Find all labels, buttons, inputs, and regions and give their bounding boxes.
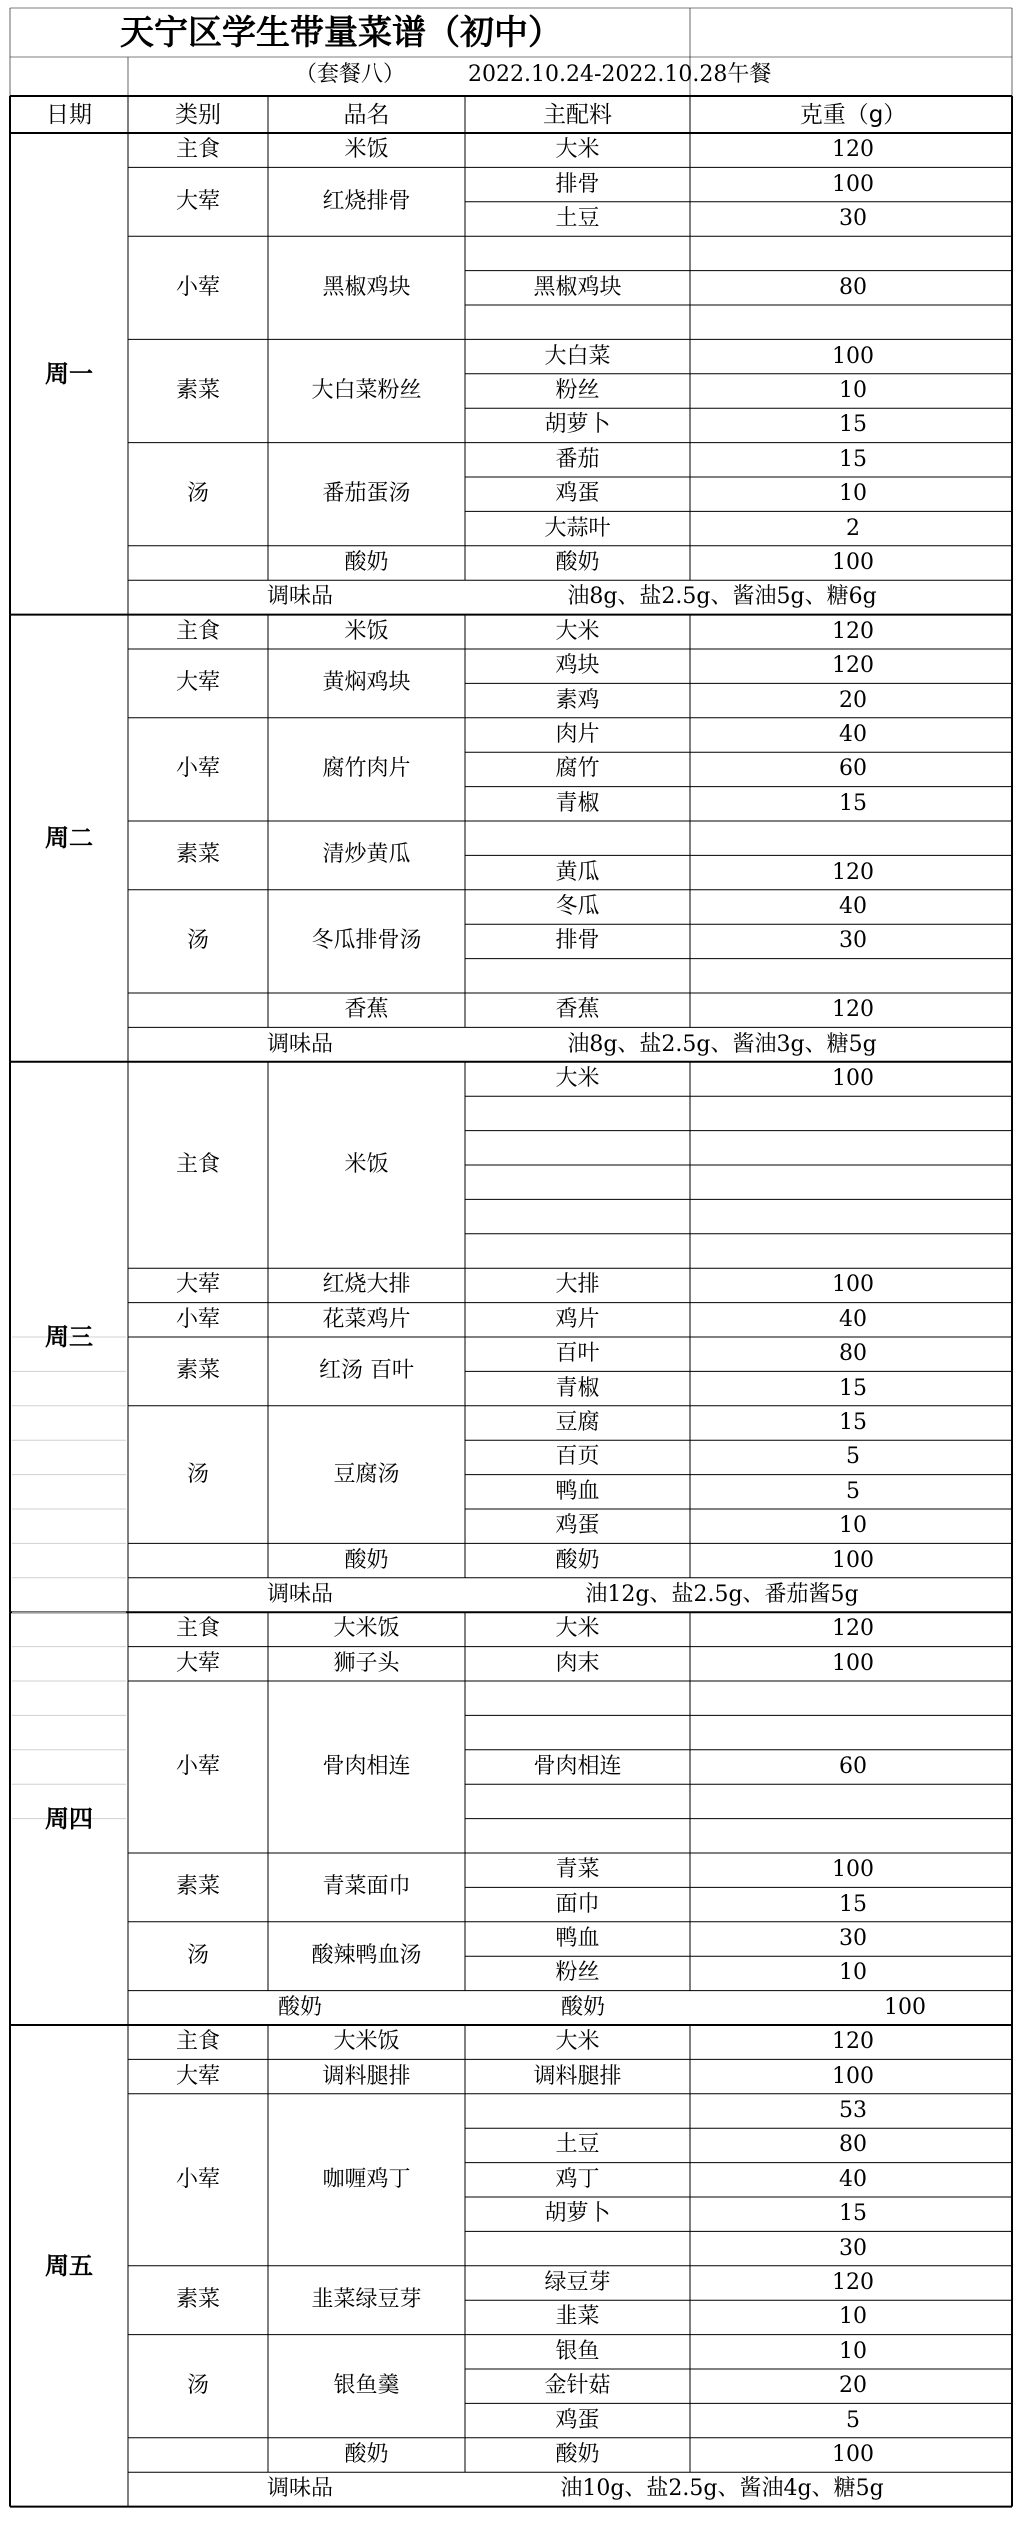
ingredient-weight: 120 (832, 2270, 874, 2295)
ingredient-name: 胡萝卜 (544, 412, 611, 438)
category-cell: 主食 (175, 2029, 221, 2055)
category-cell: 小荤 (175, 756, 221, 782)
ingredient-name: 调料腿排 (533, 2063, 622, 2089)
dish-cell: 银鱼羹 (333, 2373, 400, 2399)
dish-cell: 酸奶 (344, 1547, 389, 1573)
ingredient-weight: 30 (839, 2235, 867, 2261)
ingredient-name: 胡萝卜 (544, 2201, 611, 2227)
ingredient-name: 素鸡 (555, 687, 600, 713)
day-label: 周四 (45, 1804, 93, 1833)
ingredient-weight: 10 (839, 378, 867, 403)
ingredient-weight: 5 (846, 2407, 860, 2433)
ingredient-weight: 10 (839, 2338, 867, 2364)
header-ingredient: 主配料 (543, 101, 612, 128)
category-cell: 素菜 (175, 1358, 221, 1384)
header-date: 日期 (46, 101, 92, 128)
dish-cell: 豆腐汤 (333, 1461, 400, 1487)
ingredient-name: 韭菜 (555, 2304, 600, 2330)
ingredient-weight: 15 (839, 446, 867, 472)
category-cell: 主食 (175, 618, 221, 644)
seasoning-label: 调味品 (266, 2476, 334, 2502)
dish-cell: 大白菜粉丝 (311, 378, 422, 403)
category-cell: 大荤 (175, 1650, 221, 1676)
ingredient-name: 粉丝 (555, 1960, 600, 1986)
ingredient-weight: 15 (839, 2201, 867, 2227)
dish-cell: 咖喱鸡丁 (322, 2166, 411, 2192)
seasoning-text: 油12g、盐2.5g、番茄酱5g (585, 1582, 859, 1607)
category-cell: 素菜 (175, 2287, 221, 2313)
category-cell: 汤 (186, 928, 210, 954)
page-title: 天宁区学生带量菜谱（初中） (120, 13, 562, 53)
category-cell: 主食 (175, 137, 221, 163)
day-label: 周五 (45, 2251, 93, 2280)
ingredient-name: 鸡蛋 (555, 1513, 600, 1539)
ingredient-name: 面巾 (555, 1891, 600, 1917)
ingredient-weight: 100 (832, 1857, 874, 1883)
category-cell: 汤 (186, 481, 210, 507)
ingredient-weight: 40 (839, 894, 867, 919)
dish-cell: 酸奶 (344, 2442, 389, 2467)
dish-cell: 红汤 百叶 (319, 1358, 414, 1384)
ingredient-name: 肉片 (555, 722, 600, 747)
date-range: 2022.10.24-2022.10.28午餐 (468, 62, 772, 87)
ingredient-weight: 40 (839, 722, 867, 747)
dish-cell: 米饭 (344, 137, 389, 163)
dish-cell: 花菜鸡片 (322, 1306, 411, 1332)
ingredient-weight: 100 (832, 171, 874, 197)
seasoning-text: 油8g、盐2.5g、酱油5g、糖6g (567, 584, 877, 610)
ingredient-weight: 15 (839, 790, 867, 816)
seasoning-label: 调味品 (266, 584, 334, 610)
ingredient-weight: 80 (839, 2132, 867, 2158)
category-cell: 小荤 (175, 2166, 221, 2192)
ingredient-name: 大白菜 (544, 343, 611, 369)
ingredient-name: 大排 (555, 1272, 600, 1298)
header-weight: 克重（g） (799, 101, 907, 128)
ingredient-name: 鸭血 (555, 1926, 600, 1951)
extra-item-name: 酸奶 (560, 1994, 606, 2020)
ingredient-name: 肉末 (555, 1650, 600, 1676)
ingredient-weight: 100 (832, 2063, 874, 2089)
ingredient-weight: 100 (832, 1650, 874, 1676)
category-cell: 大荤 (175, 670, 221, 696)
ingredient-name: 排骨 (555, 171, 600, 197)
category-cell: 大荤 (175, 188, 221, 214)
ingredient-weight: 20 (839, 687, 867, 713)
ingredient-name: 鸡块 (555, 653, 600, 679)
seasoning-text: 油8g、盐2.5g、酱油3g、糖5g (567, 1031, 877, 1057)
category-cell: 大荤 (175, 2063, 221, 2089)
dish-cell: 大米饭 (333, 1616, 400, 1642)
ingredient-weight: 10 (839, 1960, 867, 1986)
ingredient-name: 金针菇 (544, 2373, 611, 2399)
ingredient-weight: 5 (846, 1478, 860, 1504)
ingredient-name: 土豆 (555, 2132, 600, 2158)
dish-cell: 冬瓜排骨汤 (311, 928, 422, 954)
ingredient-name: 大米 (555, 1616, 600, 1642)
ingredient-name: 黑椒鸡块 (533, 274, 622, 300)
dish-cell: 米饭 (344, 1152, 389, 1177)
category-cell: 素菜 (175, 1874, 221, 1900)
ingredient-name: 番茄 (555, 446, 600, 472)
ingredient-name: 腐竹 (555, 756, 600, 782)
ingredient-weight: 40 (839, 2166, 867, 2192)
ingredient-name: 酸奶 (555, 2442, 600, 2467)
ingredient-weight: 10 (839, 2304, 867, 2330)
dish-cell: 酸辣鸭血汤 (311, 1943, 422, 1969)
ingredient-weight: 15 (839, 1375, 867, 1401)
ingredient-weight: 40 (839, 1306, 867, 1332)
ingredient-weight: 100 (832, 343, 874, 369)
ingredient-weight: 120 (832, 859, 874, 885)
ingredient-weight: 100 (832, 1272, 874, 1298)
ingredient-name: 银鱼 (555, 2338, 600, 2364)
ingredient-name: 大米 (555, 137, 600, 163)
dish-cell: 红烧大排 (322, 1272, 411, 1298)
category-cell: 汤 (186, 1461, 210, 1487)
category-cell: 素菜 (175, 842, 221, 868)
ingredient-name: 青椒 (555, 1375, 600, 1401)
ingredient-weight: 10 (839, 481, 867, 507)
ingredient-name: 百页 (555, 1444, 600, 1470)
dish-cell: 番茄蛋汤 (322, 481, 411, 507)
header-category: 类别 (175, 101, 221, 128)
dish-cell: 韭菜绿豆芽 (311, 2287, 422, 2313)
ingredient-weight: 120 (832, 653, 874, 679)
ingredient-weight: 120 (832, 1616, 874, 1642)
ingredient-name: 酸奶 (555, 550, 600, 575)
seasoning-text: 油10g、盐2.5g、酱油4g、糖5g (560, 2476, 884, 2502)
category-cell: 素菜 (175, 378, 221, 403)
dish-cell: 青菜面巾 (322, 1874, 411, 1900)
ingredient-name: 大米 (555, 1066, 600, 1091)
ingredient-weight: 120 (832, 2029, 874, 2055)
ingredient-weight: 80 (839, 274, 867, 300)
ingredient-name: 鸭血 (555, 1478, 600, 1504)
ingredient-name: 青菜 (555, 1857, 600, 1883)
ingredient-weight: 5 (846, 1444, 860, 1470)
ingredient-weight: 100 (832, 550, 874, 575)
ingredient-weight: 30 (839, 206, 867, 231)
ingredient-weight: 10 (839, 1513, 867, 1539)
dish-cell: 黑椒鸡块 (322, 274, 411, 300)
category-cell: 主食 (175, 1616, 221, 1642)
ingredient-name: 绿豆芽 (544, 2270, 611, 2295)
dish-cell: 调料腿排 (322, 2063, 411, 2089)
ingredient-name: 黄瓜 (555, 859, 600, 885)
dish-cell: 腐竹肉片 (322, 756, 411, 782)
dish-cell: 清炒黄瓜 (322, 842, 411, 868)
ingredient-weight: 120 (832, 997, 874, 1023)
ingredient-weight: 20 (839, 2373, 867, 2399)
ingredient-weight: 120 (832, 618, 874, 644)
ingredient-name: 骨肉相连 (533, 1754, 622, 1779)
ingredient-weight: 30 (839, 1926, 867, 1951)
category-cell: 汤 (186, 2373, 210, 2399)
set-meal-label: （套餐八） (294, 62, 406, 87)
ingredient-name: 排骨 (555, 928, 600, 954)
ingredient-weight: 100 (832, 2442, 874, 2467)
extra-item-label: 酸奶 (277, 1994, 323, 2020)
ingredient-name: 鸡片 (555, 1306, 600, 1332)
ingredient-name: 大米 (555, 618, 600, 644)
dish-cell: 黄焖鸡块 (322, 670, 411, 696)
ingredient-weight: 100 (832, 1547, 874, 1573)
category-cell: 大荤 (175, 1272, 221, 1298)
dish-cell: 酸奶 (344, 550, 389, 575)
ingredient-weight: 120 (832, 137, 874, 163)
dish-cell: 狮子头 (333, 1650, 400, 1676)
extra-item-weight: 100 (884, 1994, 926, 2020)
ingredient-name: 香蕉 (555, 997, 600, 1023)
ingredient-name: 粉丝 (555, 378, 600, 403)
ingredient-name: 百叶 (555, 1341, 600, 1367)
ingredient-name: 大蒜叶 (544, 515, 611, 541)
dish-cell: 香蕉 (344, 997, 389, 1023)
ingredient-name: 大米 (555, 2029, 600, 2055)
dish-cell: 大米饭 (333, 2029, 400, 2055)
ingredient-name: 青椒 (555, 790, 600, 816)
category-cell: 主食 (175, 1152, 221, 1177)
dish-cell: 米饭 (344, 618, 389, 644)
day-label: 周三 (45, 1323, 93, 1351)
ingredient-weight: 15 (839, 1891, 867, 1917)
ingredient-name: 鸡蛋 (555, 2407, 600, 2433)
ingredient-name: 酸奶 (555, 1547, 600, 1573)
seasoning-label: 调味品 (266, 1582, 334, 1607)
day-label: 周一 (45, 359, 93, 388)
ingredient-name: 豆腐 (555, 1410, 600, 1435)
ingredient-weight: 30 (839, 928, 867, 954)
header-dish: 品名 (343, 101, 390, 128)
ingredient-weight: 2 (846, 515, 860, 541)
ingredient-name: 冬瓜 (555, 894, 600, 919)
seasoning-label: 调味品 (266, 1031, 334, 1057)
dish-cell: 红烧排骨 (322, 188, 411, 214)
ingredient-weight: 60 (839, 756, 867, 782)
ingredient-weight: 53 (839, 2098, 867, 2123)
ingredient-name: 土豆 (555, 206, 600, 231)
day-label: 周二 (45, 824, 93, 853)
ingredient-weight: 100 (832, 1066, 874, 1091)
ingredient-name: 鸡丁 (555, 2166, 600, 2192)
category-cell: 汤 (186, 1943, 210, 1969)
category-cell: 小荤 (175, 1754, 221, 1779)
category-cell: 小荤 (175, 274, 221, 300)
category-cell: 小荤 (175, 1306, 221, 1332)
dish-cell: 骨肉相连 (322, 1754, 411, 1779)
ingredient-weight: 60 (839, 1754, 867, 1779)
ingredient-weight: 80 (839, 1341, 867, 1367)
ingredient-name: 鸡蛋 (555, 481, 600, 507)
ingredient-weight: 15 (839, 412, 867, 438)
ingredient-weight: 15 (839, 1410, 867, 1435)
